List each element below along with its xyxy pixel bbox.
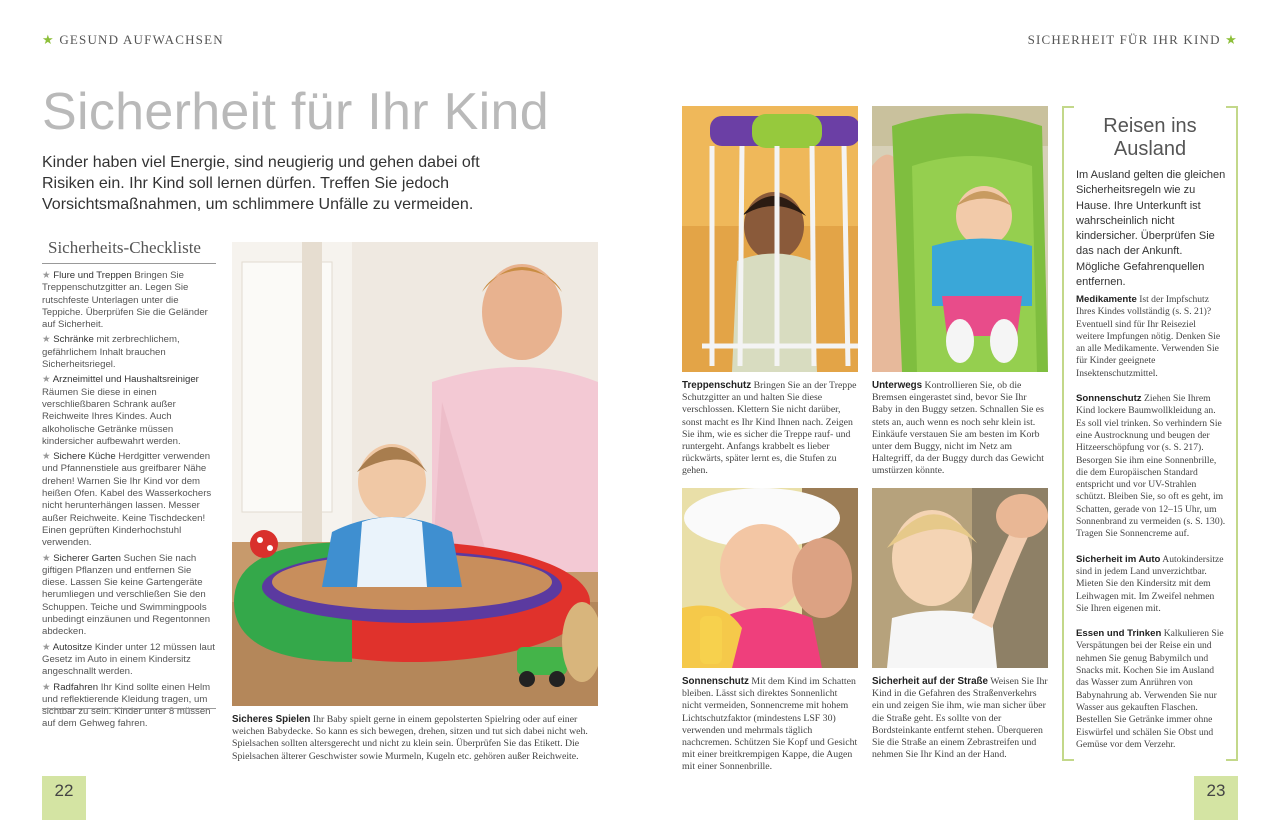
photo-baby-buggy	[872, 106, 1048, 372]
checklist-item-text: Kinder unter 12 müssen laut Gesetz im Auto in einem Kindersitz angeschnallt werden.	[42, 641, 215, 678]
caption-stairs	[682, 380, 858, 478]
checklist-item	[42, 334, 218, 371]
checklist-item-label: Radfahren	[53, 681, 99, 693]
checklist-item-label: Schränke	[53, 334, 94, 346]
caption-sun	[682, 676, 858, 774]
caption-lead: Treppenschutz	[682, 380, 752, 391]
running-head-left-text: GESUND AUFWACHSEN	[59, 32, 224, 47]
caption-text: Kontrollieren Sie, ob die Bremsen eingerastet sind, bevor Sie Ihr Baby in den Buggy setzen. Schnallen Sie es stets an, auch wenn es noch sehr klein ist. Einkäufe verstauen Sie am besten im Korb unter dem Buggy, nicht im Netz am Haltegriff, da der Buggy durch das Gewicht umstürzen könnte.	[872, 380, 1045, 477]
caption-text: Weisen Sie Ihr Kind in die Gefahren des Straßenverkehrs ein und zeigen Sie ihm, wie man sicher über die Straße geht. Es sollte von der Bordsteinkante entfernt stehen. Überqueren Sie die Straße an einem Zebrastreifen und nehmen Sie Ihr Kind an der Hand.	[872, 676, 1048, 761]
sidebar-block-text: Kalkulieren Sie Verspätungen bei der Reise ein und nehmen Sie genug Babymilch und Snacks mit. Kochen Sie im Ausland das Wasser zum Anrühren von Babynahrung ab. Verwenden Sie nur Wasser aus gekauften Flaschen. Bestellen Sie Getränke immer ohne Eiswürfel und schälen Sie Obst und Gemüse vor dem Verzehr.	[1076, 628, 1224, 750]
sidebar-block-text: Autokindersitze sind in jedem Land unverzichtbar. Mieten Sie den Kindersitz mit dem Leihwagen mit. Im Zweifel nehmen Sie Ihren eigenen mit.	[1076, 553, 1224, 614]
sidebar-block	[1076, 554, 1226, 615]
checklist-title: Sicherheits-Checkliste	[48, 238, 201, 257]
caption-street	[872, 676, 1048, 761]
star-icon: ★	[42, 374, 51, 386]
checklist-item-text: Räumen Sie diese in einen verschließbaren Schrank außer Reichweite Ihres Kindes. Auch alkoholische Getränke müssen kindersicher aufbewahrt werden.	[42, 386, 181, 447]
sidebar-corner	[1062, 106, 1074, 108]
checklist	[42, 270, 218, 734]
checklist-divider-top	[42, 263, 216, 264]
checklist-divider-bottom	[42, 708, 216, 709]
checklist-item	[42, 642, 218, 679]
checklist-item-label: Flure und Treppen	[53, 270, 132, 281]
page-number-left: 22	[42, 776, 86, 820]
checklist-item-text: Bringen Sie Treppenschutzgitter an. Legen Sie rutschfeste Unterlagen unter die Teppiche. Überprüfen Sie die Geländer auf Sicherheit.	[42, 270, 208, 331]
sidebar-block	[1076, 294, 1226, 380]
sidebar-body	[1076, 294, 1226, 764]
star-icon: ★	[42, 552, 51, 564]
photo-stair-gate	[682, 106, 858, 372]
sidebar-intro: Im Ausland gelten die gleichen Sicherheitsregeln wie zu Hause. Ihre Unterkunft ist wahrscheinlich nicht kindersicher. Überprüfen Sie das nach der Ankunft. Mögliche Gefahrenquellen entfernen.	[1076, 169, 1226, 289]
caption-lead: Sicherheit auf der Straße	[872, 676, 988, 687]
star-icon: ★	[1225, 32, 1238, 47]
checklist-item-text: Herdgitter verwenden und Pfannenstiele aus greifbarer Nähe drehen! Warnen Sie Ihr Kind vor dem heißen Ofen. Kabel des Wasserkochers nicht herunterhängen lassen. Messer außer Reichweite. Keine Tischdecken! Einen geprüften Kinderhochstuhl verwenden.	[42, 451, 212, 549]
running-head-right-text: SICHERHEIT FÜR IHR KIND	[1027, 32, 1221, 47]
caption-lead: Sonnenschutz	[682, 676, 749, 687]
checklist-item	[42, 451, 218, 549]
sidebar-corner	[1062, 759, 1074, 761]
sidebar-border-left	[1062, 106, 1064, 761]
sidebar-block-text: Ziehen Sie Ihrem Kind lockere Baumwollkleidung an. Es soll viel trinken. So verhindern Sie eine Austrocknung und beugen der Hitzeerschöpfung vor (s. S. 217). Besorgen Sie ihm eine Sonnenbrille, die dem Europäischen Standard entspricht und vor UV-Strahlen schützt. Bleiben Sie, so oft es geht, im Schatten, gerade von 12–15 Uhr, um Sonnenbrand zu vermeiden (s. S. 130). Tragen Sie Sonnencreme auf.	[1076, 393, 1226, 540]
sidebar-corner	[1226, 106, 1238, 108]
caption-text: Ihr Baby spielt gerne in einem gepolsterten Spielring oder auf einer weichen Babydecke. So kann es sich bewegen, drehen, sitzen und tut sich dabei nicht weh. Spielsachen sollten altersgerecht und nicht zu klein sein. Überprüfen Sie das Etikett. Die Spielsachen älterer Geschwister sowie Murmeln, Kugeln etc. gehören außer Reichweite.	[232, 714, 588, 762]
star-icon: ★	[42, 270, 51, 281]
running-head-left	[42, 32, 224, 48]
sidebar-block-lead: Medikamente	[1076, 294, 1137, 305]
star-icon: ★	[42, 681, 51, 693]
sidebar-block-text: Ist der Impfschutz Ihres Kindes vollständig (s. S. 21)? Eventuell sind für Ihr Reiseziel weitere Impfungen nötig. Denken Sie an alle Medikamente. Verwenden Sie für Kinder geeignete Insektenschutzmittel.	[1076, 294, 1221, 379]
caption-playing	[232, 714, 598, 763]
checklist-item-label: Sicherer Garten	[53, 552, 121, 564]
caption-lead: Sicheres Spielen	[232, 714, 311, 725]
checklist-item	[42, 553, 218, 639]
photo-father-baby-playring	[232, 242, 598, 706]
checklist-item	[42, 682, 218, 731]
page-title: Sicherheit für Ihr Kind	[42, 83, 549, 141]
caption-buggy	[872, 380, 1048, 478]
sidebar-border-right	[1236, 106, 1238, 761]
caption-text: Bringen Sie an der Treppe Schutzgitter an und halten Sie diese verschlossen. Klettern Sie nicht darüber, sonst macht es Ihr Kind Ihnen nach. Zeigen Sie ihm, wie es sicher die Treppe rauf- und runtergeht. Anfangs krabbelt es lieber rückwärts, später lernt es, die Stufen zu gehen.	[682, 380, 857, 477]
caption-text: Mit dem Kind im Schatten bleiben. Lässt sich direktes Sonnenlicht nicht vermeiden, Sonnencreme mit hohem Lichtschutzfaktor (mindestens LSF 30) verwenden und mehrmals täglich nachcremen. Schützen Sie Kopf und Gesicht mit einer breitkrempigen Kappe, die Augen mit einer Sonnenbrille.	[682, 676, 858, 773]
star-icon: ★	[42, 32, 55, 47]
page-number-right: 23	[1194, 776, 1238, 820]
photo-child-holding-hand	[872, 488, 1048, 668]
checklist-item	[42, 374, 218, 448]
star-icon: ★	[42, 641, 51, 653]
star-icon: ★	[42, 451, 51, 463]
sidebar-block	[1076, 628, 1226, 751]
checklist-item-label: Autositze	[52, 641, 93, 653]
star-icon: ★	[42, 334, 51, 346]
sidebar-title: Reisen ins Ausland	[1103, 115, 1197, 160]
checklist-item-text: mit zerbrechlichem, gefährlichem Inhalt brauchen Sicherheitsriegel.	[42, 334, 180, 371]
photo-sunscreen-child	[682, 488, 858, 668]
intro-text: Kinder haben viel Energie, sind neugierig und gehen dabei oft Risiken ein. Ihr Kind soll lernen dürfen. Treffen Sie jedoch Vorsichtsmaßnahmen, um schlimmere Unfälle zu vermeiden.	[42, 154, 480, 213]
sidebar-block	[1076, 393, 1226, 541]
checklist-item-label: Arzneimittel und Haushaltsreiniger	[52, 374, 199, 386]
sidebar-block-lead: Sonnenschutz	[1076, 393, 1142, 405]
checklist-item-label: Sichere Küche	[53, 451, 116, 463]
caption-lead: Unterwegs	[872, 380, 923, 391]
running-head-right	[1028, 32, 1238, 48]
checklist-item-text: Ihr Kind sollte einen Helm und reflektierende Kleidung tragen, um sichtbar zu sein. Kinder unter 8 müssen auf dem Gehweg fahren.	[42, 681, 211, 730]
sidebar-block-lead: Essen und Trinken	[1076, 628, 1162, 640]
checklist-item	[42, 270, 218, 331]
sidebar-corner	[1226, 759, 1238, 761]
sidebar-block-lead: Sicherheit im Auto	[1076, 553, 1161, 565]
checklist-item-text: Suchen Sie nach giftigen Pflanzen und entfernen Sie diese. Lassen Sie keine Gartengeräte herumliegen und verschließen Sie den Schuppen. Teiche und Swimmingpools unbedingt einzäunen und Regentonnen abdecken.	[42, 552, 211, 638]
